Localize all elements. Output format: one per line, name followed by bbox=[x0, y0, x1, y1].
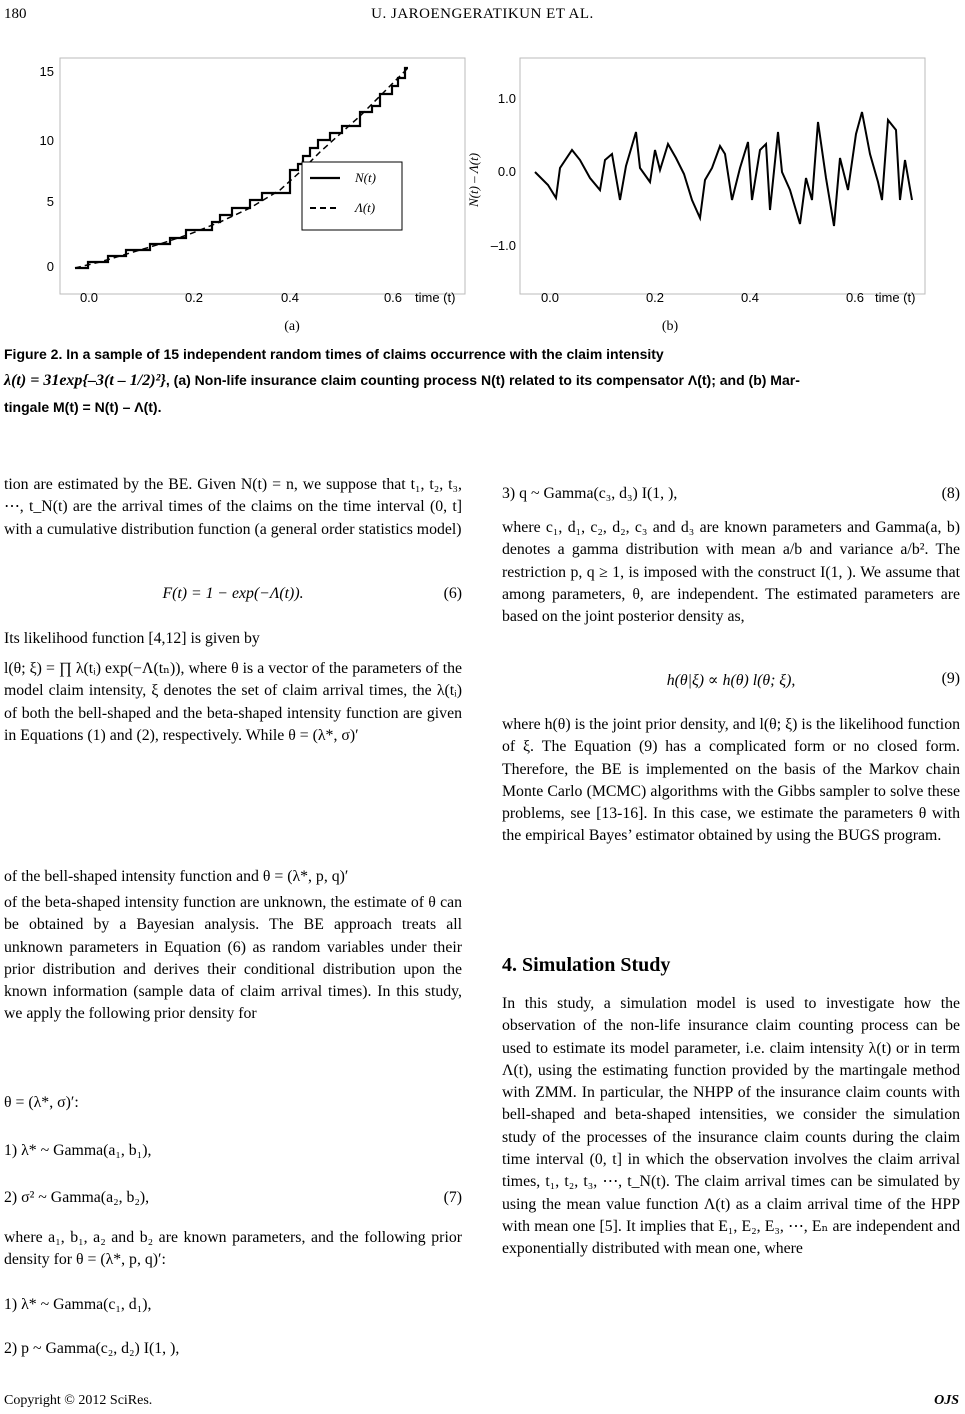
panel-a-ytick: 0 bbox=[46, 259, 54, 274]
equation-8-3-text: 3) q ~ Gamma(c₃, d₃) I(1, ), bbox=[502, 485, 678, 502]
legend-N: N(t) bbox=[355, 170, 376, 185]
section-title: 4. Simulation Study bbox=[502, 954, 671, 976]
right-p2: where h(θ) is the joint prior density, and l(θ; ξ) is the likelihood function of ξ. The Equation (9) has a complicated form or no closed form. Therefore, the BE is implemented on the basis of the Markov chain Monte Carlo (MCMC) algorithms with the Gibbs sampler to solve these problems, see [13-16]. In this case, we estimate the parameters θ with the empirical Bayes’ estimator obtained by using the BUGS program. bbox=[502, 716, 960, 845]
panel-b-xtick: 0.6 bbox=[845, 290, 865, 305]
caption-line1: Figure 2. In a sample of 15 independent random times of claims occurrence with the claim intensity bbox=[4, 346, 664, 362]
panel-a-xlabel: time (t) bbox=[415, 290, 456, 305]
equation-7-2 bbox=[4, 1187, 462, 1209]
panel-b-xlabel: time (t) bbox=[875, 290, 916, 305]
panel-b bbox=[466, 58, 925, 334]
equation-8-2: 2) p ~ Gamma(c₂, d₂) I(1, ), bbox=[4, 1340, 180, 1357]
left-p3: where a₁, b₁, a₂ and b₂ are known parameters, and the following prior density for θ = (λ*, p, q)′: bbox=[4, 1229, 462, 1269]
equation-7-2-text: 2) σ² ~ Gamma(a₂, b₂), bbox=[4, 1189, 150, 1206]
equation-6-number: (6) bbox=[443, 585, 462, 602]
left-p1: tion are estimated by the BE. Given N(t) = n, we suppose that t₁, t₂, t₃, ⋯, t_N(t) are the arrival times of the claims on the time interval (0, t] with a cumulative distribution function (a general order statistics model) bbox=[4, 476, 462, 538]
equation-9-text: h(θ|ξ) ∝ h(θ) l(θ; ξ), bbox=[666, 672, 796, 689]
figure-2 bbox=[0, 50, 965, 350]
panel-b-ytick: 1.0 bbox=[497, 91, 516, 106]
panel-b-label: (b) bbox=[661, 319, 679, 334]
left-p2b: l(θ; ξ) = ∏ λ(tᵢ) exp(−Λ(tₙ)), where θ is a vector of the parameters of the model claim intensity, ξ denotes the set of claim arrival times, the λ(tᵢ) of both the bell-shaped and the beta-shaped intensity function are given in Equations (1) and (2), respectively. While θ = (λ*, σ)′ bbox=[4, 660, 462, 744]
equation-6 bbox=[4, 585, 462, 603]
journal-name: OJS bbox=[934, 1393, 959, 1408]
caption-line2: , (a) Non-life insurance claim counting process N(t) related to its compensator Λ(t); and (b) Mar- bbox=[165, 372, 800, 388]
equation-9-number: (9) bbox=[941, 670, 960, 687]
caption-formula: λ(t) = 31exp{–3(t – 1/2)²} bbox=[4, 372, 166, 389]
panel-a-xtick: 0.0 bbox=[79, 290, 99, 305]
panel-a-label: (a) bbox=[284, 319, 300, 334]
caption-line3: tingale M(t) = N(t) – Λ(t). bbox=[4, 399, 162, 415]
panel-a-xtick: 0.2 bbox=[184, 290, 204, 305]
page-number: 180 bbox=[4, 6, 27, 22]
equation-8-1: 1) λ* ~ Gamma(c₁, d₁), bbox=[4, 1296, 152, 1313]
right-p1: where c₁, d₁, c₂, d₂, c₃ and d₃ are known parameters and Gamma(a, b) denotes a gamma distribution with mean a/b and variance a/b². The restriction p, q ≥ 1, is imposed with the construct I(1, ). We assume that among parameters, θ, are independent. The estimated parameters are based on the joint posterior density as, bbox=[502, 519, 960, 626]
copyright: Copyright © 2012 SciRes. bbox=[4, 1393, 153, 1408]
legend-Lambda: Λ(t) bbox=[355, 200, 376, 215]
panel-b-ytick: –1.0 bbox=[490, 238, 516, 253]
caption-line2-wrap bbox=[4, 370, 962, 391]
panel-b-xtick: 0.2 bbox=[645, 290, 665, 305]
running-title: U. JAROENGERATIKUN ET AL. bbox=[371, 6, 594, 22]
panel-b-ylabel: N(t) – Λ(t) bbox=[466, 152, 481, 208]
right-p3: In this study, a simulation model is used to investigate how the observation of the non-life insurance claim counting process can be used to estimate its model parameter, i.e. claim intensity λ(t) or in term Λ(t), using the estimating function provided by the martingale method with ZMM. In particular, the NHPP of the insurance claim counts with bell-shaped and beta-shaped intensities, we consider the simulation study of the processes of the insurance claim counts during the claim time interval (0, t] in which the observation involves the claim arrival times, t₁, t₂, t₃, ⋯, t_N(t). The claim arrival times can be simulated by using the mean value function Λ(t) as a claim arrival time of the HPP with mean one [5]. It implies that E₁, E₂, E₃, ⋯, Eₙ are independent and exponentially distributed with mean one, where bbox=[502, 995, 960, 1258]
panel-b-ytick: 0.0 bbox=[497, 164, 516, 179]
left-p2d: of the beta-shaped intensity function are unknown, the estimate of θ can be obtained by a Bayesian analysis. The BE approach treats all unknown parameters in Equation (6) as random variables under their prior distribution and derives their conditional distribution upon the known information (sample data of claim arrival times). In this study, we apply the following prior density for bbox=[4, 894, 462, 1023]
panel-b-xtick: 0.0 bbox=[540, 290, 560, 305]
panel-a bbox=[40, 58, 465, 334]
panel-a-frame bbox=[60, 58, 465, 294]
panel-a-xtick: 0.4 bbox=[280, 290, 300, 305]
left-p2e: θ = (λ*, σ)′: bbox=[4, 1094, 79, 1111]
left-p2c: of the bell-shaped intensity function and θ = (λ*, p, q)′ bbox=[4, 868, 349, 885]
equation-7-1: 1) λ* ~ Gamma(a₁, b₁), bbox=[4, 1142, 152, 1159]
equation-7-number: (7) bbox=[443, 1189, 462, 1206]
legend-box bbox=[302, 162, 402, 230]
panel-a-xtick: 0.6 bbox=[383, 290, 403, 305]
panel-b-frame bbox=[520, 58, 925, 294]
equation-6-text: F(t) = 1 − exp(−Λ(t)). bbox=[162, 585, 304, 602]
panel-a-ytick: 5 bbox=[46, 194, 54, 209]
panel-a-ytick: 10 bbox=[39, 133, 54, 148]
equation-8-number: (8) bbox=[941, 485, 960, 502]
panel-a-ytick: 15 bbox=[39, 64, 54, 79]
left-p2a: Its likelihood function [4,12] is given by bbox=[4, 630, 260, 647]
panel-b-xtick: 0.4 bbox=[740, 290, 760, 305]
equation-9 bbox=[502, 670, 960, 690]
figure-caption bbox=[4, 344, 962, 417]
equation-8-3 bbox=[502, 483, 960, 505]
